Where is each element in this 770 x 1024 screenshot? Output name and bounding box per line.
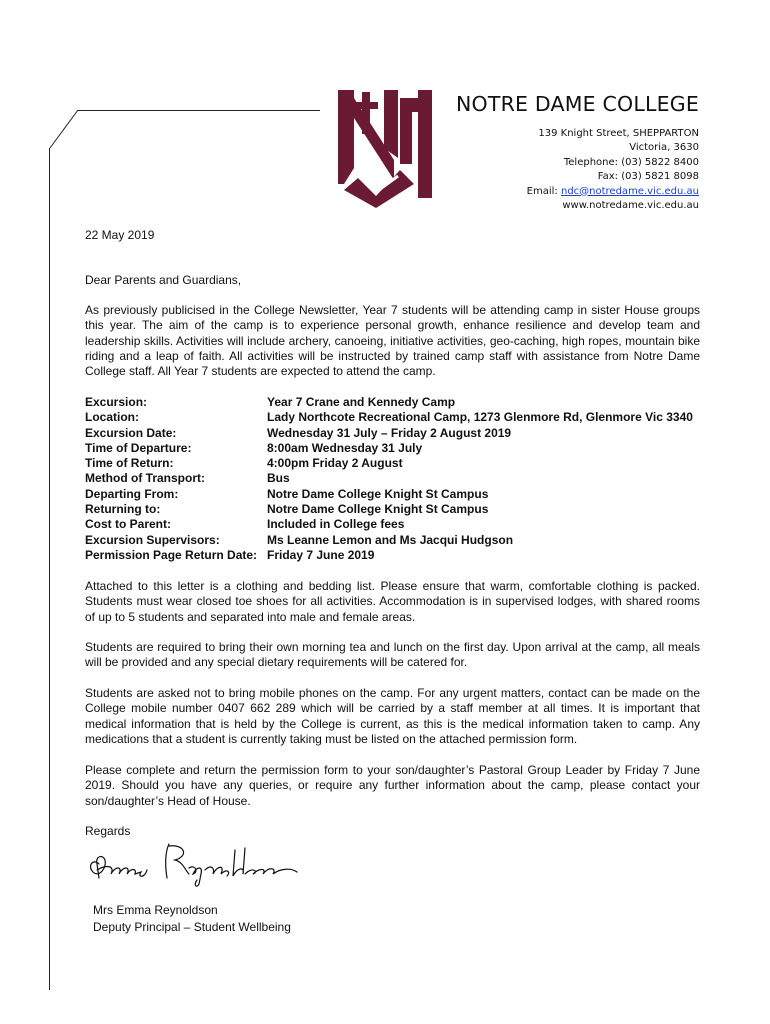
letterhead <box>456 92 699 213</box>
detail-label: Method of Transport: <box>85 471 205 486</box>
college-logo <box>336 88 436 208</box>
detail-value: 8:00am Wednesday 31 July <box>267 440 423 455</box>
detail-label: Time of Return: <box>85 456 174 471</box>
website: www.notredame.vic.edu.au <box>562 200 699 212</box>
detail-row <box>85 502 693 517</box>
food-paragraph: Students are required to bring their own morning tea and lunch on the first day. Upon arrival at the camp, all meals will be provided and any special dietary requirements will be catered for. <box>85 640 700 670</box>
signatory-name: Mrs Emma Reynoldson <box>93 903 218 917</box>
email-line <box>456 185 699 199</box>
frame-corner <box>48 108 80 150</box>
detail-row <box>85 441 693 456</box>
detail-label: Excursion Date: <box>85 425 177 440</box>
detail-value: Notre Dame College Knight St Campus <box>267 502 489 517</box>
clothing-paragraph: Attached to this letter is a clothing and bedding list. Please ensure that warm, comfortable clothing is packed. Students must wear closed toe shoes for all activities. Accommodation is in supervised lodges, with shared rooms of up to 5 students and separated into male and female areas. <box>85 579 700 624</box>
detail-value: Bus <box>267 471 290 486</box>
detail-label: Permission Page Return Date: <box>85 547 258 562</box>
signature <box>85 842 300 888</box>
address-street: 139 Knight Street, SHEPPARTON <box>538 128 699 139</box>
letter-date: 22 May 2019 <box>85 228 155 242</box>
detail-row <box>85 548 693 563</box>
email-link[interactable]: ndc@notredame.vic.edu.au <box>560 185 699 197</box>
detail-value: 4:00pm Friday 2 August <box>267 456 403 471</box>
signatory-title: Deputy Principal – Student Wellbeing <box>93 919 291 934</box>
excursion-details <box>85 395 693 563</box>
detail-value: Notre Dame College Knight St Campus <box>267 486 489 501</box>
phones-paragraph: Students are asked not to bring mobile phones on the camp. For any urgent matters, contact can be made on the College mobile number 0407 662 289 which will be carried by a staff member at all times. It is important that medical information that is held by the College is current, as this is the medical information taken to camp. Any medications that a student is currently taking must be listed on the attached permission form. <box>85 686 700 746</box>
detail-row <box>85 517 693 532</box>
detail-value: Friday 7 June 2019 <box>267 547 375 562</box>
detail-value: Wednesday 31 July – Friday 2 August 2019 <box>267 425 512 440</box>
detail-label: Cost to Parent: <box>85 517 172 532</box>
telephone: Telephone: (03) 5822 8400 <box>563 156 699 168</box>
fax: Fax: (03) 5821 8098 <box>597 171 699 183</box>
detail-label: Returning to: <box>85 502 161 517</box>
detail-row <box>85 426 693 441</box>
detail-row <box>85 471 693 486</box>
salutation: Dear Parents and Guardians, <box>85 273 242 287</box>
email-label: Email: <box>526 185 558 197</box>
detail-label: Departing From: <box>85 486 179 501</box>
address-state: Victoria, 3630 <box>629 142 699 154</box>
detail-row <box>85 395 693 410</box>
detail-label: Time of Departure: <box>85 440 192 455</box>
closing: Regards <box>85 824 131 838</box>
detail-row <box>85 410 693 425</box>
detail-label: Excursion: <box>85 395 148 409</box>
detail-label: Excursion Supervisors: <box>85 532 220 547</box>
left-margin-rule <box>49 148 50 990</box>
college-name: NOTRE DAME COLLEGE <box>456 92 699 116</box>
header-rule <box>77 110 320 111</box>
detail-row <box>85 456 693 471</box>
detail-row <box>85 487 693 502</box>
detail-label: Location: <box>85 410 139 425</box>
intro-paragraph: As previously publicised in the College Newsletter, Year 7 students will be attending camp in sister House groups this year. The aim of the camp is to experience personal growth, enhance resilience and develop team and leadership skills. Activities will include archery, canoeing, initiative activities, geo-caching, high ropes, mountain bike riding and a leap of faith. All activities will be instructed by trained camp staff with assistance from Notre Dame College staff. All Year 7 students are expected to attend the camp. <box>85 303 700 379</box>
detail-value: Lady Northcote Recreational Camp, 1273 Glenmore Rd, Glenmore Vic 3340 <box>267 410 693 425</box>
detail-value: Ms Leanne Lemon and Ms Jacqui Hudgson <box>267 532 514 547</box>
return-paragraph: Please complete and return the permission form to your son/daughter’s Pastoral Group Leader by Friday 7 June 2019. Should you have any queries, or require any further information about the camp, please contact your son/daughter’s Head of House. <box>85 763 700 808</box>
signature-block <box>93 902 291 935</box>
detail-value: Year 7 Crane and Kennedy Camp <box>267 395 456 409</box>
detail-value: Included in College fees <box>267 517 405 532</box>
detail-row <box>85 533 693 548</box>
